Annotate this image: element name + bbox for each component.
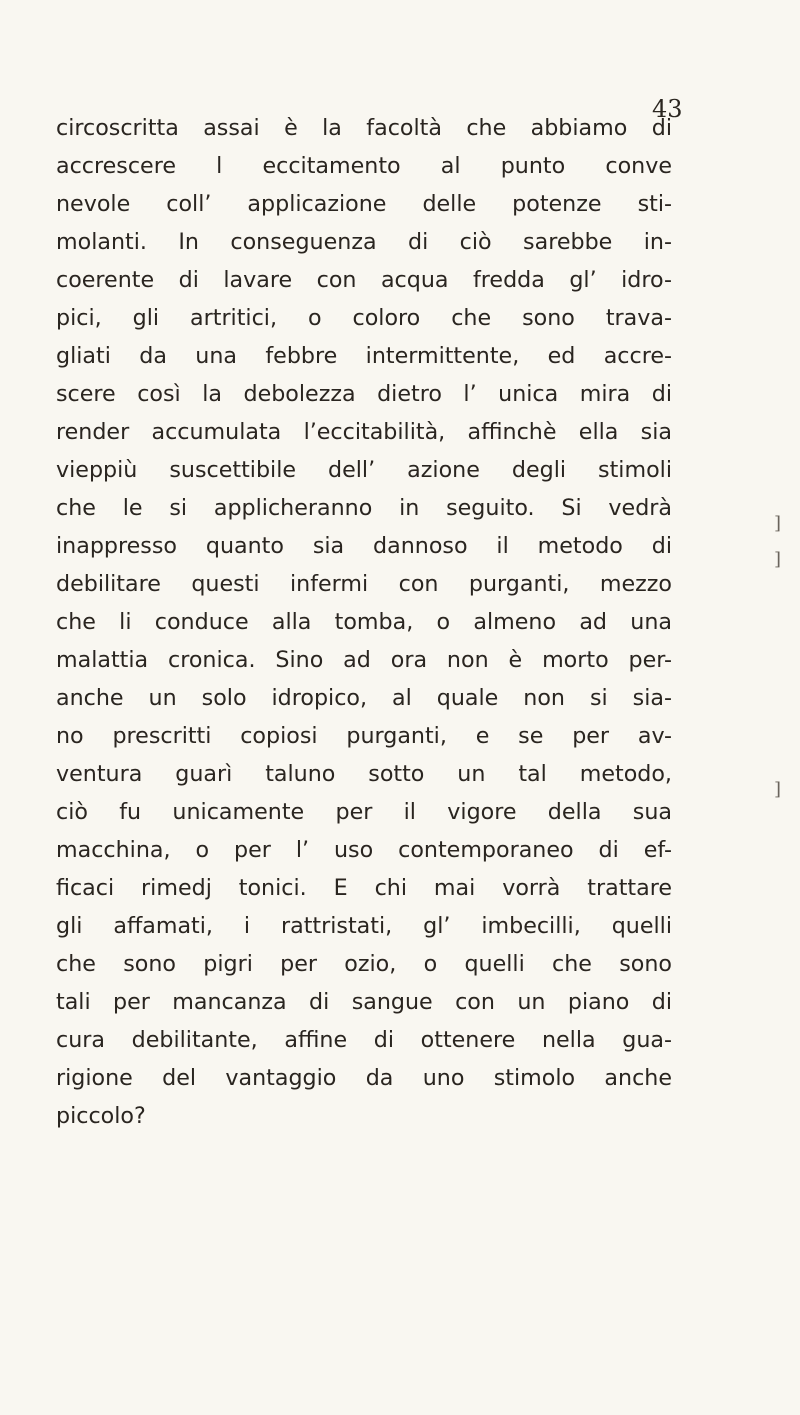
text-line: macchina, o per l’ uso contemporaneo di ef- <box>56 837 672 863</box>
text-line: accrescere l eccitamento al punto conve <box>56 153 672 179</box>
text-line: ciò fu unicamente per il vigore della sua <box>56 799 672 825</box>
text-line: che li conduce alla tomba, o almeno ad una <box>56 609 672 635</box>
text-line: pici, gli artritici, o coloro che sono trava- <box>56 305 672 331</box>
text-line: che sono pigri per ozio, o quelli che sono <box>56 951 672 977</box>
margin-mark: ] <box>774 779 782 800</box>
text-line: debilitare questi infermi con purganti, mezzo <box>56 571 672 597</box>
text-line: no prescritti copiosi purganti, e se per av- <box>56 723 672 749</box>
text-line: vieppiù suscettibile dell’ azione degli stimoli <box>56 457 672 483</box>
text-line: cura debilitante, affine di ottenere nella gua- <box>56 1027 672 1053</box>
text-line: inappresso quanto sia dannoso il metodo di <box>56 533 672 559</box>
margin-mark: ] <box>774 513 782 534</box>
body-text <box>56 109 672 1135</box>
text-line: scere così la debolezza dietro l’ unica mira di <box>56 381 672 407</box>
text-line: nevole coll’ applicazione delle potenze sti- <box>56 191 672 217</box>
text-line: rigione del vantaggio da uno stimolo anche <box>56 1065 672 1091</box>
text-line: render accumulata l’eccitabilità, affinchè ella sia <box>56 419 672 445</box>
text-line: malattia cronica. Sino ad ora non è morto per- <box>56 647 672 673</box>
text-line: gli affamati, i rattristati, gl’ imbecilli, quelli <box>56 913 672 939</box>
page-number: 43 <box>652 95 683 123</box>
text-line: anche un solo idropico, al quale non si sia- <box>56 685 672 711</box>
text-line: coerente di lavare con acqua fredda gl’ idro- <box>56 267 672 293</box>
text-line: che le si applicheranno in seguito. Si vedrà <box>56 495 672 521</box>
text-line: tali per mancanza di sangue con un piano di <box>56 989 672 1015</box>
text-line: ficaci rimedj tonici. E chi mai vorrà trattare <box>56 875 672 901</box>
text-line: circoscritta assai è la facoltà che abbiamo di <box>56 115 672 141</box>
text-line: gliati da una febbre intermittente, ed accre- <box>56 343 672 369</box>
text-line: piccolo? <box>56 1103 146 1129</box>
text-line: ventura guarì taluno sotto un tal metodo, <box>56 761 672 787</box>
margin-mark: ] <box>774 549 782 570</box>
text-line: molanti. In conseguenza di ciò sarebbe in- <box>56 229 672 255</box>
